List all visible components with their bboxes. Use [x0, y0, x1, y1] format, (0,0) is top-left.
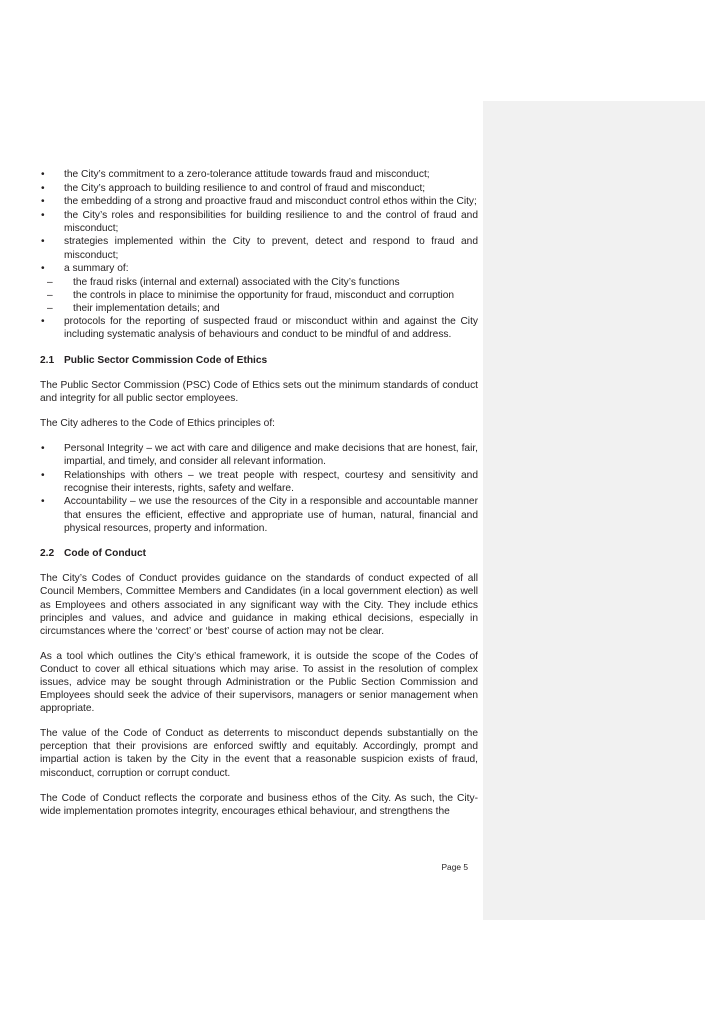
intro-bullet-list — [40, 168, 478, 275]
list-item — [40, 262, 478, 275]
sub-list-item — [47, 276, 478, 289]
bullet-icon: • — [41, 496, 45, 508]
list-item-text: the embedding of a strong and proactive fraud and misconduct control ethos within the City; — [64, 196, 477, 208]
heading-number: 2.2 — [40, 548, 55, 560]
list-item — [40, 442, 478, 468]
sub-list-item — [47, 302, 478, 315]
list-item-text: Accountability – we use the resources of the City in a responsible and accountable manner that ensures the efficient, effective and appropriate use of human, natural, financial and physical resources, property and information. — [64, 496, 478, 534]
list-item — [40, 168, 478, 181]
sub-list-item — [47, 289, 478, 302]
list-item — [40, 182, 478, 195]
bullet-icon: • — [41, 196, 45, 208]
spacer — [40, 638, 478, 650]
ethics-principles-list — [40, 442, 478, 535]
paragraph-deterrents-value: The value of the Code of Conduct as deterrents to misconduct depends substantially on the perception that their provisions are enforced swiftly and equitably. Accordingly, prompt and impartial action is taken by the City in the event that a reasonable suspicion exists of fraud, misconduct, corruption or corrupt conduct. — [40, 728, 478, 779]
list-item-text: the City’s commitment to a zero-tolerance attitude towards fraud and misconduct; — [64, 169, 430, 180]
heading-title: Code of Conduct — [64, 548, 147, 560]
list-item-text: Personal Integrity – we act with care and diligence and make decisions that are honest, fair, impartial, and timely, and consider all relevant information. — [64, 443, 478, 468]
heading-2-1 — [40, 354, 478, 367]
list-item-text: strategies implemented within the City to prevent, detect and respond to fraud and misconduct; — [64, 236, 478, 261]
paragraph-corporate-ethos: The Code of Conduct reflects the corporate and business ethos of the City. As such, the City-wide implementation promotes integrity, encourages ethical behaviour, and strengthens the — [40, 792, 478, 817]
bullet-icon: • — [41, 169, 45, 180]
spacer — [40, 342, 478, 354]
paragraph-codes-guidance: The City’s Codes of Conduct provides guidance on the standards of conduct expected of all Council Members, Committee Members and Candidates (in a local government election) as well as Employees and others associated in any significant way with the City. They include ethics principles and values, and advice and guidance in making ethical decisions, especially in circumstances where the ‘correct’ or ‘best’ course of action may not be clear. — [40, 573, 478, 637]
sub-list-item-text: the controls in place to minimise the opportunity for fraud, misconduct and corruption — [73, 289, 455, 301]
dash-icon: – — [47, 302, 53, 314]
bullet-icon: • — [41, 469, 45, 481]
bullet-icon: • — [41, 316, 45, 328]
paragraph-psc-standards: The Public Sector Commission (PSC) Code of Ethics sets out the minimum standards of conduct and integrity for all public sector employees. — [40, 379, 478, 404]
list-item — [40, 469, 478, 495]
list-item-text: Relationships with others – we treat people with respect, courtesy and sensitivity and recognise their interests, rights, safety and welfare. — [64, 469, 478, 494]
list-item-text: protocols for the reporting of suspected fraud or misconduct within and against the City including systematic analysis of behaviours and conduct to be mindful of and address. — [64, 316, 478, 341]
list-item — [40, 195, 478, 208]
bullet-icon: • — [41, 182, 45, 194]
bullet-icon: • — [41, 236, 45, 248]
spacer — [40, 430, 478, 442]
dash-icon: – — [47, 276, 53, 288]
document-body — [40, 168, 478, 818]
sub-list-item-text: the fraud risks (internal and external) associated with the City’s functions — [73, 276, 400, 288]
list-item-text: the City’s roles and responsibilities for building resilience to and the control of fraud and misconduct; — [64, 209, 478, 234]
list-item-text: a summary of: — [64, 263, 129, 275]
page-footer: Page 5 — [441, 862, 468, 872]
spacer — [40, 535, 478, 547]
dash-icon: – — [47, 289, 53, 301]
spacer — [40, 715, 478, 727]
right-margin-panel — [483, 101, 705, 920]
spacer — [40, 367, 478, 379]
summary-sub-bullet-list — [40, 276, 478, 315]
heading-title: Public Sector Commission Code of Ethics — [64, 354, 268, 366]
list-item — [40, 209, 478, 235]
bullet-icon: • — [41, 263, 45, 275]
list-item-text: the City’s approach to building resilience to and control of fraud and misconduct; — [64, 182, 426, 194]
protocols-bullet-list — [40, 315, 478, 341]
spacer — [40, 780, 478, 792]
list-item — [40, 495, 478, 534]
paragraph-ethical-framework: As a tool which outlines the City’s ethical framework, it is outside the scope of the Codes of Conduct to cover all ethical situations which may arise. To assist in the resolution of complex issues, advice may be sought through Administration or the Public Section Commission and Employees should seek the advice of their supervisors, managers or senior management when appropriate. — [40, 650, 478, 715]
heading-2-2 — [40, 547, 478, 560]
spacer — [40, 405, 478, 417]
spacer — [40, 560, 478, 572]
paragraph-adheres-principles: The City adheres to the Code of Ethics principles of: — [40, 418, 275, 429]
bullet-icon: • — [41, 209, 45, 221]
heading-number: 2.1 — [40, 354, 55, 366]
sub-list-item-text: their implementation details; and — [73, 302, 220, 314]
bullet-icon: • — [41, 443, 45, 455]
list-item — [40, 315, 478, 341]
list-item — [40, 235, 478, 261]
